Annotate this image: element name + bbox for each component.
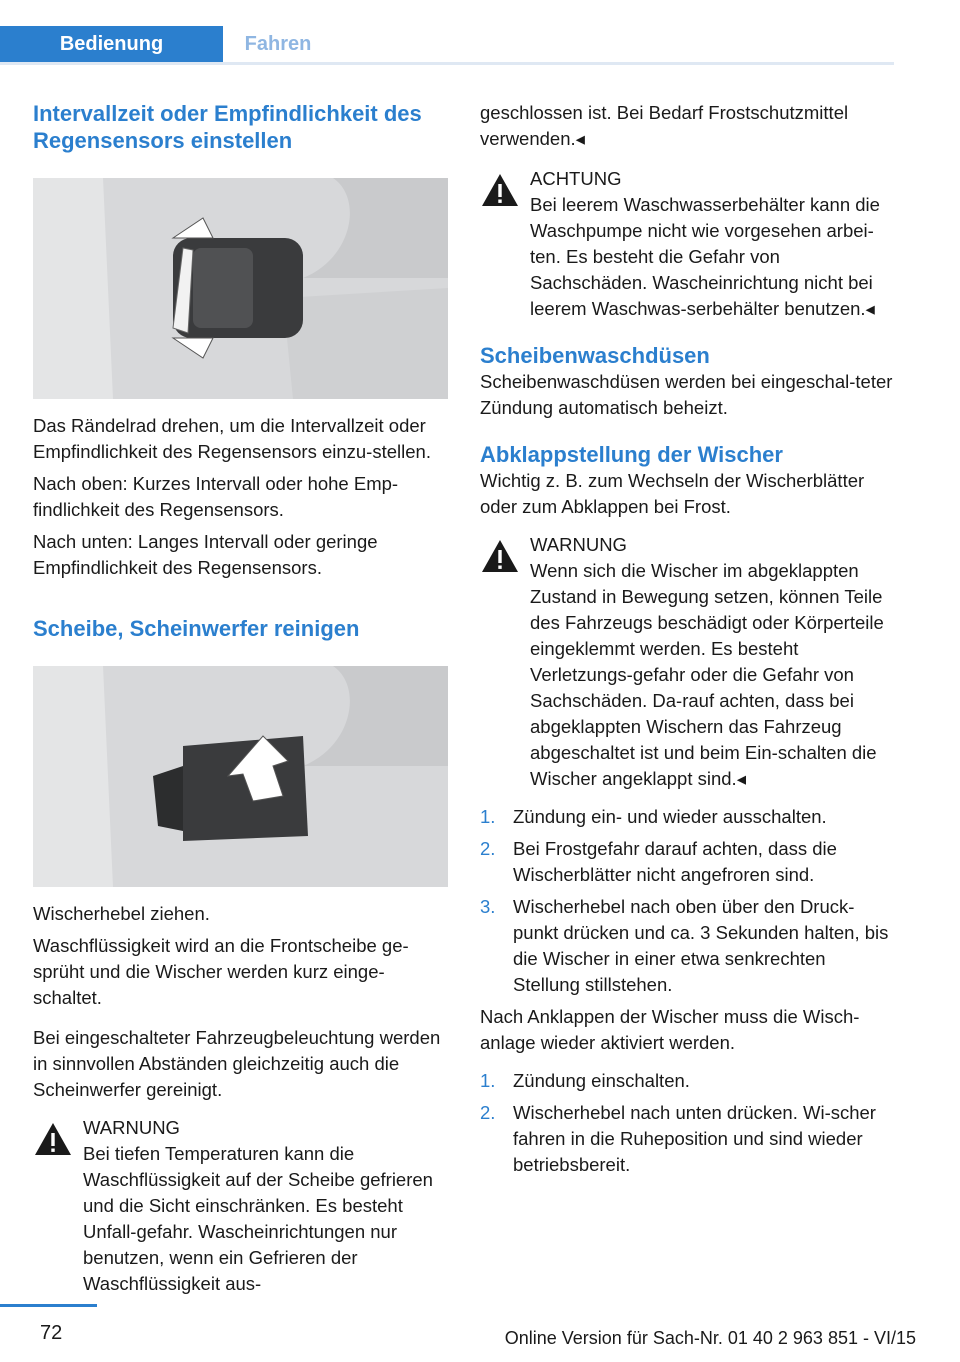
para-upwards: Nach oben: Kurzes Intervall oder hohe Emp-findlichkeit des Regensensors.: [33, 473, 399, 520]
para-headlights-cleaned: Bei eingeschalteter Fahrzeugbeleuchtung werden in sinnvollen Abständen gleichzeitig auch die Scheinwerfer gereinigt.: [33, 1027, 441, 1100]
warning-triangle-icon: [33, 1121, 73, 1157]
page-number: 72: [40, 1322, 63, 1344]
warning-label: WARNUNG: [530, 534, 627, 555]
para-pull-lever: Wischerhebel ziehen.: [33, 903, 210, 924]
wiper-pull-illustration: [33, 666, 448, 887]
photo-wiper-lever-wheel: [33, 178, 448, 399]
warning-folded-wipers: [480, 532, 895, 792]
para-downwards: Nach unten: Langes Intervall oder geringe Empfindlichkeit des Regensensors.: [33, 531, 378, 578]
footer-rule: [0, 1304, 97, 1307]
header-tabs: [0, 26, 894, 65]
wiper-lever-illustration: [33, 178, 448, 399]
tab-bedienung[interactable]: Bedienung: [0, 26, 223, 62]
warning-triangle-icon: [480, 172, 520, 208]
para-fold-position: Wichtig z. B. zum Wechseln der Wischerblätter oder zum Abklappen bei Frost.: [480, 470, 865, 517]
para-continued: geschlossen ist. Bei Bedarf Frostschutzmittel verwenden.◂: [480, 102, 849, 149]
para-rotate-wheel: Das Rändelrad drehen, um die Intervallzeit oder Empfindlichkeit des Regensensors einzu-stellen.: [33, 415, 431, 462]
list-item: 1. Zündung ein- und wieder ausschalten.: [480, 806, 827, 827]
section-title-nozzles: Scheibenwaschdüsen: [480, 343, 710, 368]
steps-reactivate: [480, 1068, 895, 1178]
warning-text: Wenn sich die Wischer im abgeklappten Zustand in Bewegung setzen, können Teile des Fahrzeugs beschädigt oder Körperteile eingeklemmt werden. Es besteht Verletzungs-gefahr oder die Gefahr von Sachschäden. Da-rauf achten, dass bei abgeklappten Wischern das Fahrzeug abgeschaltet ist und beim Ein-schalten die Wischer angeklappt sind.◂: [530, 560, 884, 789]
list-item: 2. Bei Frostgefahr darauf achten, dass die Wischerblätter nicht angefroren sind.: [480, 838, 837, 885]
list-item: 1. Zündung einschalten.: [480, 1070, 690, 1091]
list-item: 2. Wischerhebel nach unten drücken. Wi-scher fahren in die Ruheposition und sind wieder betriebsbereit.: [480, 1102, 876, 1175]
warning-label: WARNUNG: [83, 1117, 180, 1138]
caution-empty-tank: [480, 166, 895, 322]
steps-fold-wipers: [480, 804, 895, 998]
warning-text: Bei tiefen Temperaturen kann die Waschflüssigkeit auf der Scheibe gefrieren und die Sicht einschränken. Es besteht Unfall-gefahr. Wascheinrichtungen nur benutzen, wenn ein Gefrieren der Waschflüssigkeit aus-: [83, 1143, 433, 1294]
caution-text: Bei leerem Waschwasserbehälter kann die Waschpumpe nicht wie vorgesehen arbei-ten. Es besteht die Gefahr von Sachschäden. Wascheinrichtung nicht bei leerem Waschwas-serbehälter benutzen.◂: [530, 194, 880, 319]
tab-fahren[interactable]: Fahren: [244, 33, 312, 55]
footer-version: Online Version für Sach-Nr. 01 40 2 963 851 - VI/15: [504, 1328, 916, 1348]
para-fluid-sprayed: Waschflüssigkeit wird an die Frontscheibe ge-sprüht und die Wischer werden kurz einge-schaltet.: [33, 935, 409, 1008]
warning-triangle-icon: [480, 538, 520, 574]
warning-freezing: [33, 1115, 448, 1297]
right-column: [480, 100, 895, 1184]
para-after-folding: Nach Anklappen der Wischer muss die Wisch-anlage wieder aktiviert werden.: [480, 1006, 860, 1053]
photo-wiper-lever-pull: [33, 666, 448, 887]
list-item: 3. Wischerhebel nach oben über den Druck-punkt drücken und ca. 3 Sekunden halten, bis die Wischer in einer etwa senkrechten Stellung stillstehen.: [480, 896, 889, 995]
section-title-interval: Intervallzeit oder Empfindlichkeit des Regensensors einstellen: [33, 101, 422, 153]
caution-label: ACHTUNG: [530, 168, 622, 189]
para-nozzles: Scheibenwaschdüsen werden bei eingeschal-teter Zündung automatisch beheizt.: [480, 371, 893, 418]
section-title-clean: Scheibe, Scheinwerfer reinigen: [33, 616, 360, 641]
left-column: [33, 100, 448, 1297]
section-title-fold-position: Abklappstellung der Wischer: [480, 442, 783, 467]
